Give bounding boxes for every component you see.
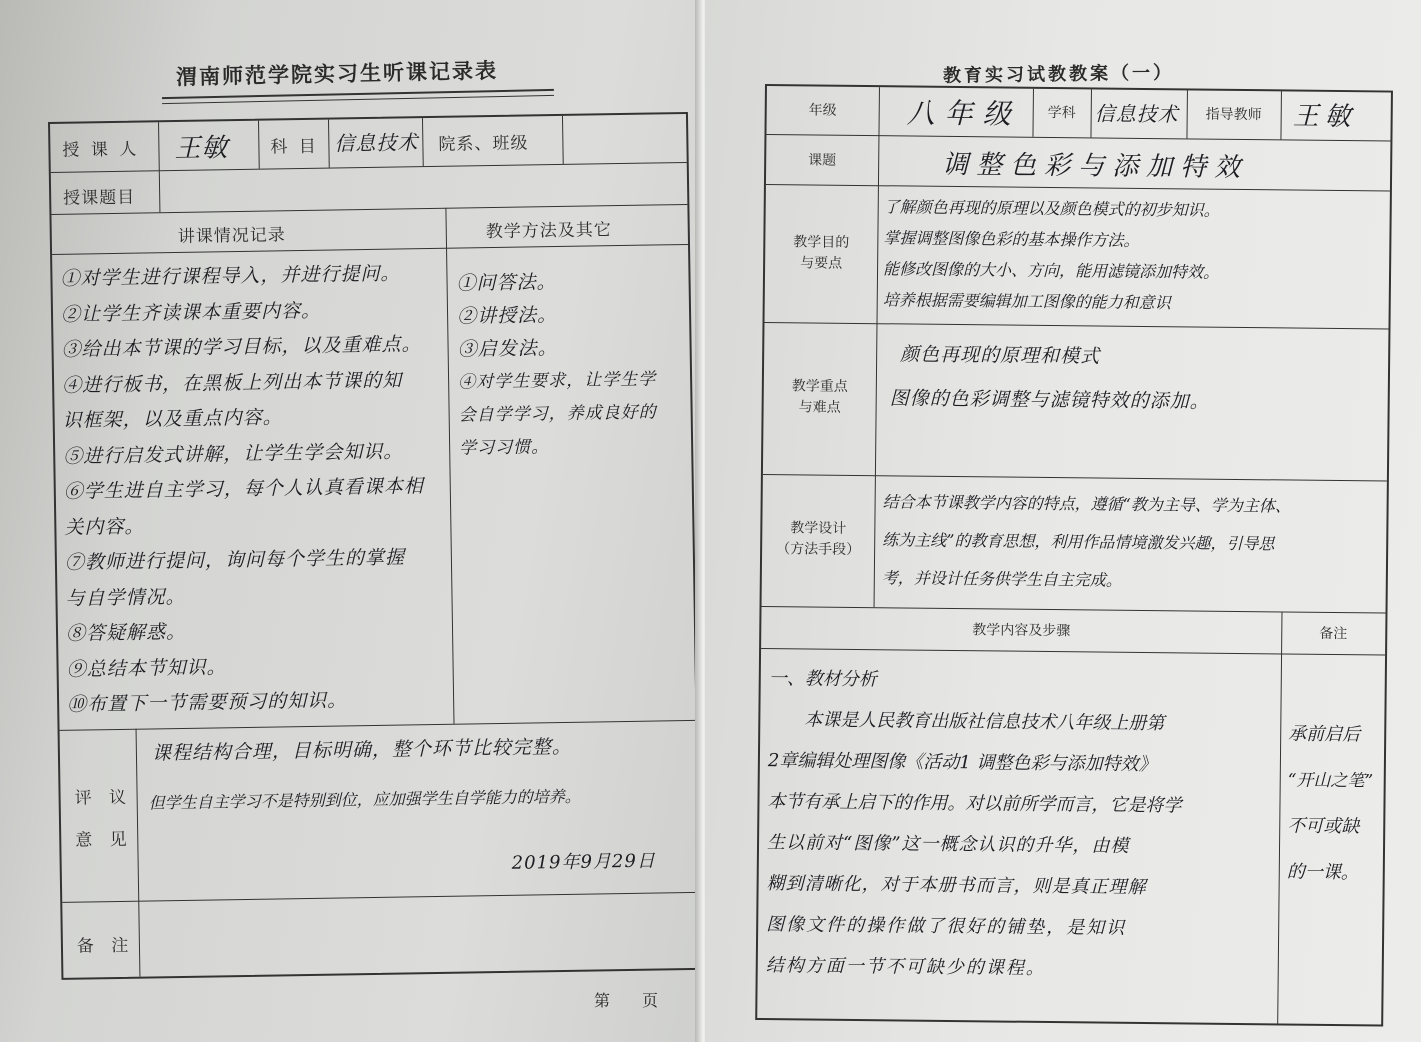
rule (328, 120, 330, 168)
content-line: 生以前对“图像”这一概念认识的升华，由模 (766, 832, 1130, 857)
record-line: 识框架，以及重点内容。 (62, 406, 283, 432)
record-line: 与自学情况。 (65, 585, 186, 610)
department-label: 院系、班级 (438, 133, 529, 155)
advisor-value: 王敏 (1292, 101, 1357, 133)
rule (1277, 611, 1282, 1025)
keypoints-label-line2: 与难点 (798, 399, 841, 416)
keypoint-line: 颜色再现的原理和模式 (900, 343, 1101, 368)
grade-value: 八年级 (906, 96, 1021, 131)
objectives-label-line1: 教学目的 (793, 234, 850, 251)
lesson-label: 课题 (808, 152, 837, 169)
page-number: 第 页 (594, 991, 659, 1010)
objective-line: 能修改图像的大小、方向，能用滤镜添加特效。 (882, 259, 1220, 282)
content-line: 2章编辑处理图像《活动1 调整色彩与添加特效》 (767, 750, 1157, 776)
subject-value: 信息技术 (334, 130, 419, 156)
record-line: ③给出本节课的学习目标，以及重难点。 (61, 333, 422, 361)
record-line: ⑨总结本节知识。 (66, 655, 227, 681)
methods-header: 教学方法及其它 (485, 220, 612, 243)
objective-line: 了解颜色再现的原理以及颜色模式的初步知识。 (883, 197, 1220, 220)
left-form-title: 渭南师范学院实习生听课记录表 (175, 58, 499, 90)
remark-line: “开山之笔” (1287, 770, 1374, 792)
content-line: 一、教材分析 (768, 668, 877, 691)
rule (51, 204, 687, 215)
method-list (456, 264, 691, 466)
remarks-label: 备 注 (76, 935, 135, 957)
comment-date: 2019年9月29日 (511, 850, 657, 874)
rule (159, 170, 161, 212)
method-line: ②讲授法。 (456, 304, 558, 328)
design-label-line1: 教学设计 (790, 520, 847, 537)
teacher-value: 王敏 (174, 133, 229, 165)
comment-label-line2: 意 见 (75, 829, 133, 851)
record-line: ④进行板书，在黑板上列出本节课的知 (61, 368, 403, 397)
remark-line: 承前启后 (1288, 723, 1361, 746)
remark-line: 不可或缺 (1287, 815, 1360, 838)
record-line: 关内容。 (64, 515, 145, 539)
design-line: 结合本节课教学内容的特点，遵循“教为主导、学为主体、 (882, 492, 1291, 516)
record-line: ②让学生齐读课本重要内容。 (60, 299, 322, 326)
lesson-value: 调整色彩与添加特效 (942, 149, 1249, 184)
rule (52, 244, 688, 255)
keypoints-label-line1: 教学重点 (791, 378, 848, 395)
title-underline (162, 89, 554, 104)
record-list (60, 256, 451, 723)
lesson-plan-form (755, 84, 1393, 1027)
method-line: ①问答法。 (456, 271, 557, 295)
record-line: ⑤进行启发式讲解，让学生学会知识。 (63, 439, 404, 468)
rule (258, 121, 260, 169)
design-label (762, 518, 874, 561)
record-line: ⑧答疑解惑。 (65, 620, 187, 645)
content-line: 结构方面一节不可缺少的课程。 (765, 955, 1046, 979)
objectives-label (765, 232, 877, 275)
method-line: 会自学学习，养成良好的 (458, 402, 657, 426)
method-line: 学习习惯。 (459, 437, 550, 459)
rule (136, 729, 141, 977)
left-page (0, 0, 700, 1042)
design-list (882, 483, 1383, 602)
subject-label: 科 目 (270, 136, 319, 158)
rule (62, 892, 698, 903)
content-line: 图像文件的操作做了很好的铺垫，是知识 (766, 914, 1127, 939)
keypoint-line: 图像的色彩调整与滤镜特效的添加。 (889, 387, 1210, 413)
content-line: 本节有承上启下的作用。对以前所学而言，它是将学 (767, 791, 1182, 817)
rule (158, 122, 160, 170)
content-line: 本课是人民教育出版社信息技术八年级上册第 (768, 709, 1165, 735)
content-header: 教学内容及步骤 (972, 622, 1071, 640)
objective-line: 培养根据需要编辑加工图像的能力和意识 (882, 290, 1171, 313)
rule (762, 606, 1386, 614)
comment-label-line1: 评 议 (74, 787, 133, 809)
right-page (705, 0, 1421, 1042)
comment-line: 课程结构合理，目标明确，整个环节比较完整。 (151, 735, 573, 765)
subject-label: 学科 (1047, 104, 1076, 122)
objective-line: 掌握调整图像色彩的基本操作方法。 (883, 228, 1140, 250)
rule (766, 134, 1390, 142)
rule (766, 184, 1390, 192)
grade-label: 年级 (808, 102, 837, 119)
record-line: ⑥学生进自主学习，每个人认真看课本相 (63, 475, 424, 503)
method-line: ③启发法。 (457, 337, 558, 361)
comment-line: 但学生自主学习不是特别到位，应加强学生自学能力的培养。 (148, 786, 581, 813)
record-line: ⑩布置下一节需要预习的知识。 (66, 689, 348, 716)
topic-label: 授课题目 (63, 187, 136, 209)
design-label-line2: （方法手段） (776, 541, 861, 559)
method-line: ④对学生要求，让学生学 (457, 369, 657, 393)
rule (422, 118, 424, 166)
teacher-label: 授 课 人 (62, 139, 140, 161)
design-line: 考，并设计任务供学生自主完成。 (881, 568, 1122, 590)
content-list (766, 658, 1277, 991)
subject-value: 信息技术 (1094, 101, 1179, 127)
content-line: 糊到清晰化，对于本册书而言，则是真正理解 (766, 873, 1147, 899)
observation-record-form (48, 112, 700, 980)
rule (562, 116, 564, 164)
advisor-label: 指导教师 (1205, 106, 1262, 124)
remark-line: 的一课。 (1286, 861, 1359, 884)
keypoints-label (764, 376, 876, 419)
rule (763, 474, 1387, 482)
rule (761, 648, 1385, 656)
remark-list (1287, 712, 1385, 897)
record-line: ⑦教师进行提问，询问每个学生的掌握 (64, 546, 406, 574)
remarks-header: 备注 (1319, 625, 1348, 643)
record-line: ①对学生进行课程导入，并进行提问。 (60, 262, 401, 290)
rule (764, 322, 1388, 330)
right-form-title: 教育实习试教教案（一） (942, 62, 1175, 87)
design-line: 练为主线”的教育思想，利用作品情境激发兴趣，引导思 (882, 530, 1275, 554)
objectives-label-line2: 与要点 (800, 255, 843, 272)
rule (51, 162, 687, 173)
objective-list (883, 191, 1388, 320)
record-header: 讲课情况记录 (177, 225, 286, 247)
